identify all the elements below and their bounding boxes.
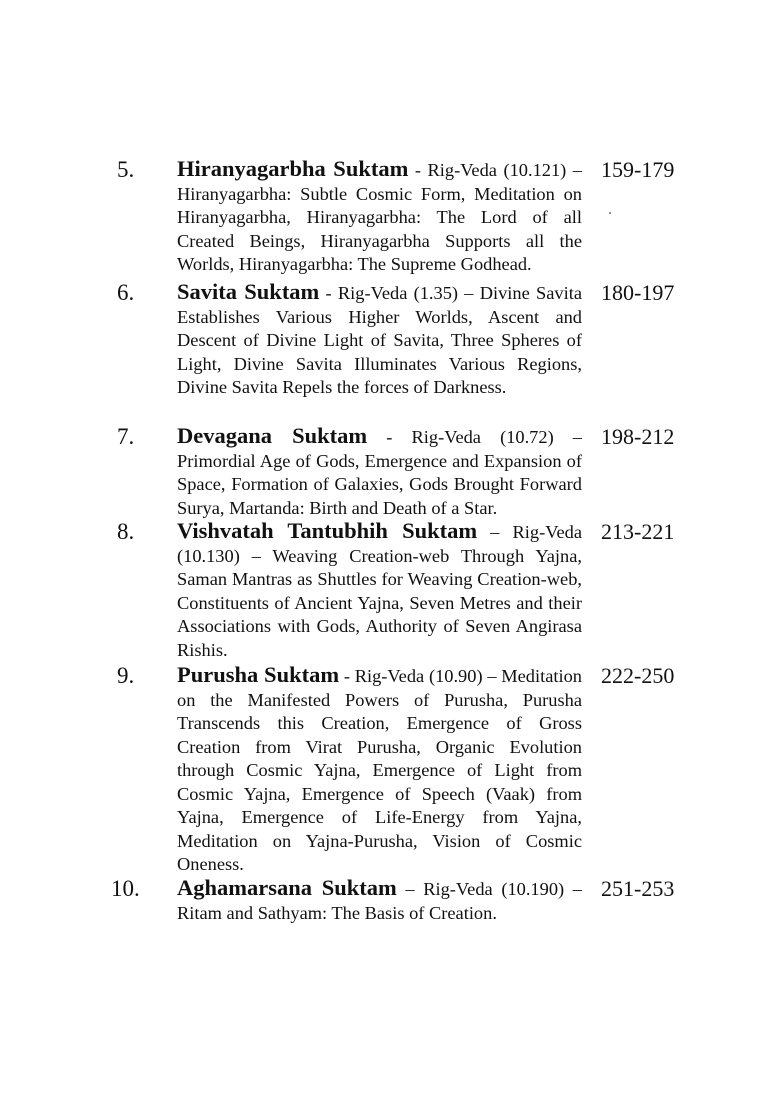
entry-pages: 180-197 — [601, 280, 675, 305]
entry-pages: 222-250 — [601, 663, 675, 688]
entry-description: Ritam and Sathyam: The Basis of Creation. — [177, 902, 497, 923]
entry-number: 6. — [117, 280, 135, 305]
entry-description: Savita Establishes Various Higher Worlds, Ascent and Descent of Divine Light of Savita, Three Spheres of Light, Divine Savita Illuminates Various Regions, Divine Savita Repels the forces of Darkness. — [177, 283, 582, 397]
entry-number: 8. — [117, 519, 135, 544]
entry-title: Savita Suktam — [177, 279, 320, 304]
entry-pages: 159-179 — [601, 157, 675, 182]
entry-source: - Rig-Veda (1.35) – Divine — [319, 283, 530, 303]
entry-text — [177, 876, 582, 925]
entry-text — [177, 519, 582, 662]
entry-source: – Rig-Veda (10.190) – — [396, 879, 582, 899]
entry-description: (10.130) – Weaving Creation-web Through Yajna, Saman Mantras as Shuttles for Weaving Creation-web, Constituents of Ancient Yajna, Seven Metres and their Associations with Gods, Authority of Seven Angirasa Rishis. — [177, 545, 582, 660]
entry-text — [177, 663, 582, 877]
entry-number: 10. — [111, 876, 140, 901]
entry-source: – Rig-Veda — [477, 522, 582, 542]
entry-title: Devagana Suktam — [177, 423, 368, 448]
entry-description: Primordial Age of Gods, Emergence and Expansion of Space, Formation of Galaxies, Gods Brought Forward Surya, Martanda: Birth and Death of a Star. — [177, 450, 582, 518]
entry-title: Aghamarsana Suktam — [177, 875, 397, 900]
entry-number: 5. — [117, 157, 135, 182]
entry-source: - Rig-Veda (10.90) – — [339, 666, 497, 686]
entry-text — [177, 424, 582, 520]
entry-title: Purusha Suktam — [177, 662, 340, 687]
entry-pages: 198-212 — [601, 424, 675, 449]
entry-number: 9. — [117, 663, 135, 688]
entry-pages: 213-221 — [601, 519, 675, 544]
entry-number: 7. — [117, 424, 135, 449]
entry-description: Meditation on the Manifested Powers of Purusha, Purusha Transcends this Creation, Emergence of Gross Creation from Virat Purusha, Organic Evolution through Cosmic Yajna, Emergence of Light from Cosmic Yajna, Emergence of Speech (Vaak) from Yajna, Emergence of Life-Energy from Yajna, Meditation on Yajna-Purusha, Vision of Cosmic Oneness. — [177, 666, 582, 874]
entry-text — [177, 157, 582, 277]
entry-pages: 251-253 — [601, 876, 675, 901]
scan-speck — [609, 212, 611, 214]
entry-text — [177, 280, 582, 400]
entry-title: Hiranyagarbha Suktam — [177, 156, 409, 181]
entry-source: - Rig-Veda (10.121) – — [408, 160, 582, 180]
entry-title: Vishvatah Tantubhih Suktam — [177, 518, 478, 543]
entry-source: - Rig-Veda (10.72) – — [367, 427, 583, 447]
entry-description: Hiranyagarbha: Subtle Cosmic Form, Meditation on Hiranyagarbha, Hiranyagarbha: The Lord of all Created Beings, Hiranyagarbha Supports all the Worlds, Hiranyagarbha: The Supreme Godhead. — [177, 183, 582, 274]
